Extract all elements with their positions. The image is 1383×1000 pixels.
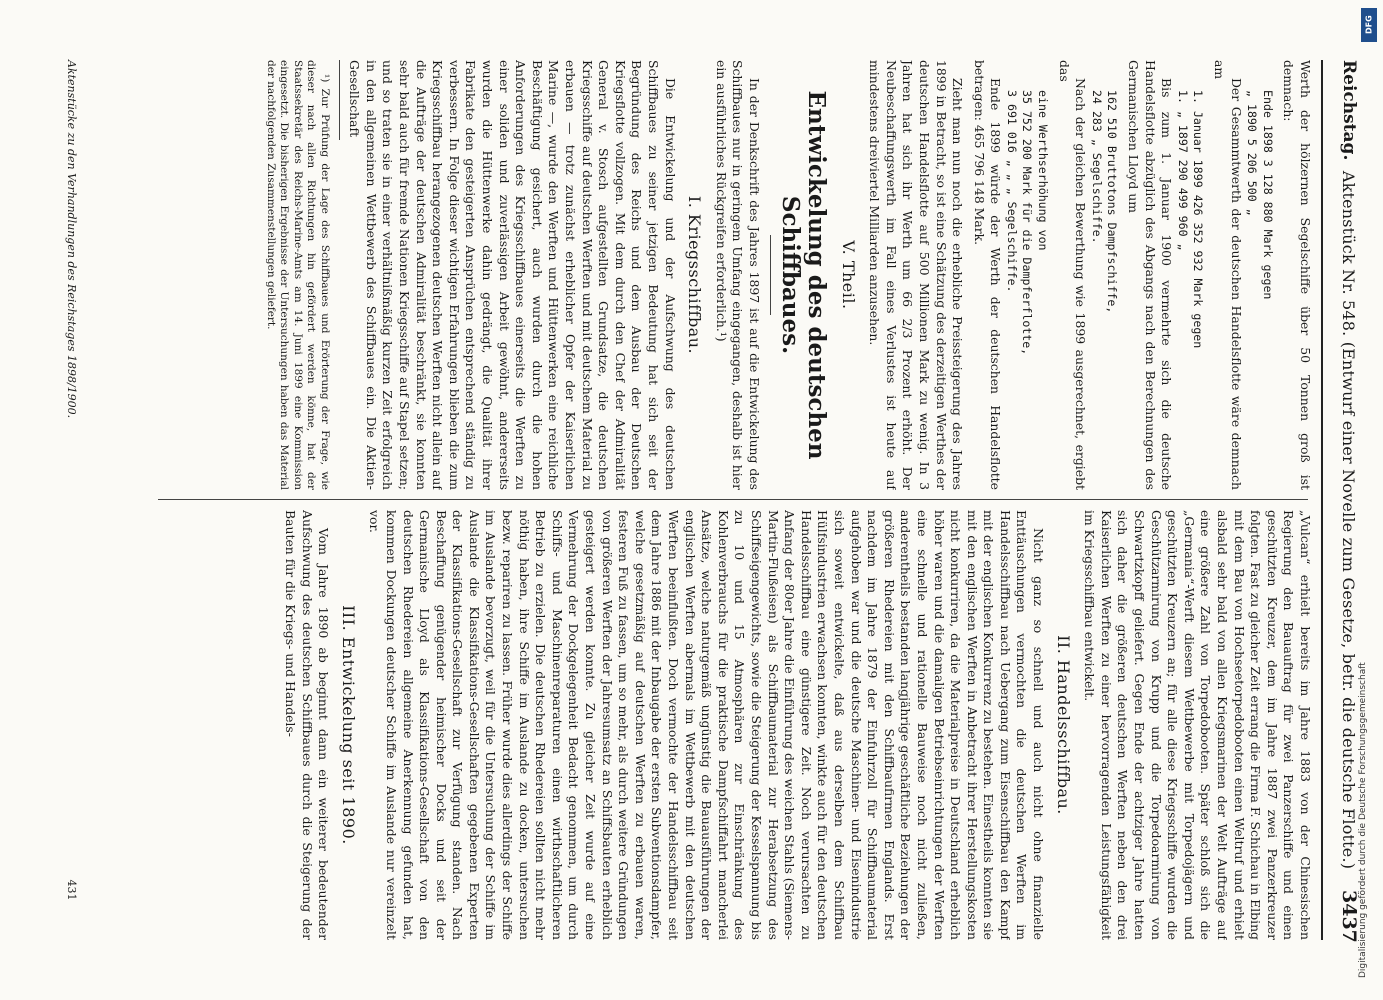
paragraph-1890: Vom Jahre 1890 ab beginnt dann ein weiterer bedeutender Aufschwung des deutschen Schiffbaues durch die Steigerung der Bauten für die Kriegs- und Handels-: [282, 510, 332, 940]
dfg-logo: DFG: [1361, 8, 1377, 42]
column-divider: [158, 499, 1308, 500]
stat-line: 162 510 Bruttotons Dampfschiffe,: [1105, 90, 1120, 314]
paragraph-ende-1899: Ende 1899 würde der Werth der deutschen Handelsflotte betragen: 465 796 148 Mark.: [971, 60, 1004, 490]
stat-line: eine Werthserhöhung von: [1036, 90, 1051, 251]
paragraph-kriegsschiffbau: Die Entwickelung und der Aufschwung des deutschen Schiffbaues zu seiner jetzigen Bedeutung hat sich seit der Begründung des Reichs und dem Ausbau der Deutschen Kriegsflotte vollzogen. Mit dem durch den Chef der Admiralität General v. Stosch aufgestellten Grundsatze, die deutschen Kriegsschiffe auf deutschen Werften und mit deutschem Material zu erbauen — trotz zunächst erheblicher Opfer der Kaiserlichen Marine —, wurde den Werften und Hüttenwerken eine reichliche Beschäftigung gesichert, auch wurden durch die hohen Anforderungen des Kriegsschiffbaues einerseits die Werften zu einer soliden und zuverlässigen Arbeit gewöhnt, andererseits wurden die Hüttenwerke dahin gedrängt, die Qualität ihrer Fabrikate den gesteigerten Ansprüchen entsprechend ständig zu verbessern. In Folge dieser wichtigen Erfahrungen blieben die zum Kriegsschiffbau herangezogenen deutschen Werften nicht allein auf die Aufträge der deutschen Admiralität beschränkt, sie konnten sehr bald auch für fremde Nationen Kriegsschiffe auf Stapel setzen; und so traten sie in einer verhältnißmäßig kurzen Zeit erfolgreich in den allgemeinen Wettbewerb des Schiffbaues ein. Die Aktien-Gesellschaft: [347, 60, 678, 490]
footnote-divider: [339, 60, 340, 140]
footer-page-number: 431: [65, 879, 78, 901]
paragraph-gesamt: Der Gesammtwerth der deutschen Handelsflotte wäre demnach am: [1212, 60, 1244, 490]
chapter-title: Entwickelung des deutschen Schiffbaues.: [776, 90, 830, 460]
title-divider: [770, 235, 771, 315]
paragraph-vulcan: „Vulcan“ erhielt bereits im Jahre 1883 von der Chinesischen Regierung den Bauauftrag für zwei Panzerschiffe und einen geschützten Kreuzer, dem im Jahre 1887 zwei Panzerkreuzer folgten. Fast zu gleicher Zeit errang die Firma F. Schichau in Elbing mit dem Bau von Hochseetorpedobooten einen Weltruf und erhielt alsbald sehr bald von allen Kriegsmarinen der Welt Aufträge auf eine größere Zahl von Torpedobooten. Später schloß sich die „Germania“-Werft diesem Wettbewerbe mit Torpedojägern und geschützten Kreuzern an; für alle diese Kriegsschiffe wurden die Geschützarmirung von Krupp und die Torpedoarmirung von Schwartzkopff geliefert. Gegen Ende der achtziger Jahre hatten sich daher die größeren deutschen Werften neben den drei Kaiserlichen Werften zu einer hervorragenden Leistungsfähigkeit im Kriegsschiffbau entwickelt.: [1082, 510, 1313, 940]
page-footer: Aktenstücke zu den Verhandlungen des Reichstages 1898/1900.: [65, 60, 78, 419]
header-title: Aktenstück Nr. 548. (Entwurf einer Novelle zum Gesetze, betr. die deutsche Flotte.): [1339, 170, 1359, 870]
paragraph-denkschrift: In der Denkschrift des Jahres 1897 ist auf die Entwickelung des Schiffbaues nur in geringem Umfang eingegangen, deshalb ist hier ein ausführliches Rückgreifen erforderlich.¹): [713, 60, 762, 490]
header-page-number: 3437: [1338, 890, 1360, 943]
paragraph-bewertung: Nach der gleichen Bewerthung wie 1899 ausgerechnet, ergiebt das: [1056, 60, 1089, 490]
stat-line: 35 752 200 Mark für die Dampferflotte,: [1020, 90, 1035, 356]
section-heading-iii: III. Entwickelung seit 1890.: [338, 605, 358, 845]
section-heading-ii: II. Handelsschiffbau.: [1053, 635, 1073, 815]
digitization-note: Digitalisierung gefördert durch die Deutsche Forschungsgemeinschaft: [1358, 662, 1368, 978]
right-column: [83, 510, 1313, 940]
stat-line: 1. Januar 1899 426 352 932 Mark gegen: [1191, 90, 1206, 349]
paragraph-intro: Werth der hölzernen Segelschiffe über 50 Tonnen groß ist demnach:: [1281, 60, 1313, 490]
paragraph-handelsschiffbau: Nicht ganz so schnell und auch nicht ohne finanzielle Enttäuschungen vermochten die deutschen Werften im Handelsschiffbau nach Uebergang zum Eisenschiffbau den Kampf mit der englischen Konkurrenz zu bestehen. Einestheils konnten sie mit den englischen Werften in Anbetracht ihrer Herstellungskosten nicht konkurriren, da die Materialpreise in Deutschland erheblich höher waren und die damaligen Betriebseinrichtungen der Werften eine schnelle und rationelle Bauweise noch nicht zuließen, anderentheils bestanden langjährige geschäftliche Beziehungen der größeren Rhedereien mit den Schiffbaufirmen Englands. Erst nachdem im Jahre 1879 der Einfuhrzoll für Schiffbaumaterial aufgehoben war und die deutsche Maschinen- und Eisenindustrie sich soweit entwickelte, daß aus derselben dem Schiffbau Hülfsindustrien erwachsen konnten, winkte auch für den deutschen Handelsschiffbau eine günstigere Zeit. Noch verursachten zu Anfang der 80er Jahre die Einführung des weichen Stahls (Siemens-Martin-Flußeisen) als Schiffbaumaterial zur Herabsetzung des Schiffseigengewichts, sowie die Steigerung der Kesselspannung bis zu 10 und 15 Atmosphären zur Einschränkung des Kohlenverbrauchs für die praktische Dampfschiffahrt mancherlei Ansätze, welche naturgemäß ungünstig die Bauausführungen der englischen Werften abermals im Wettbewerb mit den deutschen Werften beeinflußten. Doch vermochte der Handelsschiffbau seit dem Jahre 1886 mit der Inbaugabe der ersten Subventionsdampfer, welche gesetzmäßig auf deutschen Werften zu erbauen waren, festeren Fuß zu fassen, um so mehr, als durch weitere Gründungen von größeren Werften der Jahresumsatz an Schiffsbauten erheblich gesteigert werden konnte. Zu gleicher Zeit wurde auf eine Vermehrung der Dockgelegenheit Bedacht genommen, um durch Schiffs- und Maschinenreparaturen einen wirthschaftlicheren Betrieb zu erzielen. Die deutschen Rhedereien sollten nicht mehr nöthig haben, ihre Schiffe im Auslande zu docken, untersuchen bezw. repariren zu lassen. Früher wurde dies allerdings der Schiffe im Auslande bevorzugt, weil für die Untersuchung der Schiffe im Auslande die Klassifikations-Gesellschaften gegebenen Experten der Klassifikations-Gesellschaft zur Verfügung standen. Nach Beschaffung genügender heimischer Docks und seit der Germanische Lloyd als Klassifikations-Gesellschaft von den deutschen Rhedereien allgemeine Anerkennung gefunden hat, kommen Dockungen deutscher Schiffe im Auslande nur vereinzelt vor.: [367, 510, 1047, 940]
stat-line: Ende 1898 3 128 880 Mark gegen: [1260, 90, 1275, 300]
paragraph-zieht: Zieht man nun noch die erhebliche Preissteigerung des Jahres 1899 in Betracht, so ist eine Schätzung des derzeitigen Werthes der deutschen Handelsflotte auf 500 Millionen Mark zu wenig. In 3 Jahren hat sich ihr Werth um 66 2/3 Prozent erhöht. Der Neubeschaffungswerth im Fall eines Verlustes ist heute auf mindestens dreiviertel Milliarden anzusehen.: [867, 60, 966, 490]
section-heading-v: V. Theil.: [838, 240, 858, 310]
paragraph-1900: Bis zum 1. Januar 1900 vermehrte sich die deutsche Handelsflotte abzüglich des Abgangs nach den Berechnungen des Germanischen Lloyd um: [1126, 60, 1175, 490]
stat-line: „ 1890 5 206 500 „: [1245, 90, 1260, 216]
header-left-label: Reichstag.: [1339, 60, 1359, 161]
footnote: ¹) Zur Prüfung der Lage des Schiffbaues und Erörterung der Frage, wie dieser nach allen Richtungen hin gefördert werden könne, hat der Staatssekretär des Reichs-Marine-Amts am 14. Juni 1899 eine Kommission eingesetzt. Die bisherigen Ergebnisse der Untersuchungen haben das Material der nachfolgenden Zusammenstellungen geliefert.: [264, 60, 331, 490]
left-column: [83, 60, 1313, 490]
stat-line: 3 691 016 „ „ „ Segelschiffe.: [1004, 90, 1019, 293]
stat-line: 24 283 „ Segelschiffe.: [1089, 90, 1104, 244]
section-heading-i: I. Kriegsschiffbau.: [685, 195, 705, 355]
stat-line: 1. „ 1897 290 499 960 „: [1175, 90, 1190, 251]
